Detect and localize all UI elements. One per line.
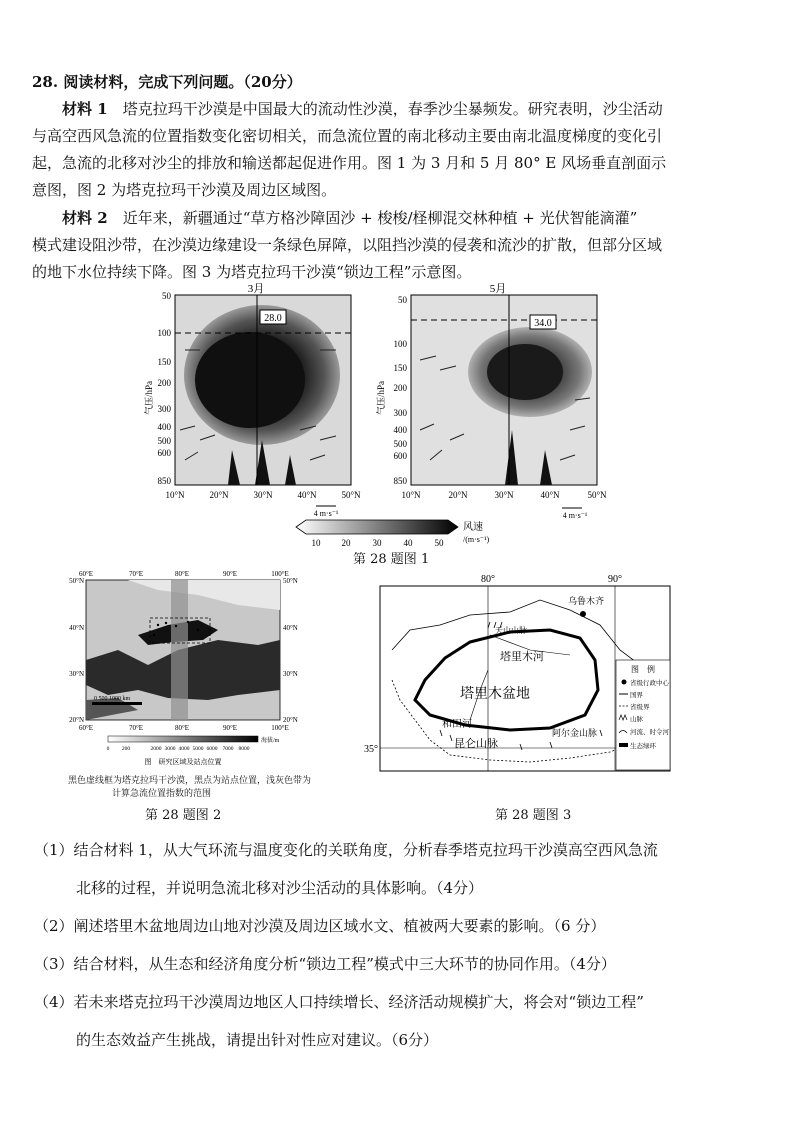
material1-line4: 意图，图 2 为塔克拉玛干沙漠及周边区域图。 [32,181,337,199]
legend-item: 国界 [630,692,643,699]
lat-tick: 40°N [283,624,298,632]
lon-tick: 70°E [128,724,144,732]
y-tick: 850 [393,476,407,486]
figure3 [364,570,680,775]
elevation-tick: 0 [106,746,110,752]
legend-item: 省级行政中心 [630,680,669,687]
y-tick: 100 [393,339,407,349]
figure2-note-line2: 计算急流位置指数的范围 [112,789,212,799]
subquestion-4-line1: （4）若未来塔克拉玛干沙漠周边地区人口持续增长、经济活动规模扩大，将会对“锁边工程” [34,993,644,1011]
subquestion-1-line2: 北移的过程，并说明急流北移对沙尘活动的具体影响。（4分） [76,879,484,897]
material1-label: 材料 1 [62,100,108,118]
colorbar-tick: 30 [372,538,382,548]
march-y-axis-label: 气压/hPa [144,380,154,416]
may-max-label: 34.0 [534,318,552,329]
y-tick: 100 [157,328,171,338]
y-tick: 150 [393,363,407,373]
y-tick: 200 [157,378,171,388]
lat-tick: 30°N [69,670,84,678]
figure2-caption: 第 28 题图 2 [145,808,222,823]
figure3-lat-tick: 35° [364,744,378,755]
elevation-tick: 7000 [222,746,234,752]
x-tick: 30°N [253,490,273,500]
x-tick: 30°N [494,490,514,500]
legend-item: 生态绿环 [630,743,656,750]
figure3-mountain-aerjin: 阿尔金山脉 [552,728,598,738]
lon-tick: 90°E [222,570,238,578]
march-y-ticks [158,291,172,486]
figure2-fig-title: 图 研究区域及站点位置 [144,758,222,766]
y-tick: 500 [157,436,171,446]
x-tick: 40°N [297,490,317,500]
march-title: 3月 [247,283,265,295]
elevation-tick: 6000 [206,746,218,752]
legend-title: 图 例 [631,665,655,674]
figure2-lon-ticks-top [79,570,289,578]
subquestion-2: （2）阐述塔里木盆地周边山地对沙漠及周边区域水文、植被两大要素的影响。（6 分） [34,917,606,935]
march-panel [143,282,361,518]
elevation-tick: 3000 [164,746,176,752]
colorbar-tick: 40 [403,538,413,548]
y-tick: 50 [162,291,171,301]
y-tick: 200 [393,383,407,393]
y-tick: 300 [157,404,171,414]
figure3-legend [616,660,670,770]
lon-tick: 80°E [174,724,190,732]
figure2-lat-ticks-left [69,577,84,724]
y-tick: 300 [393,408,407,418]
figure3-basin: 塔里木盆地 [460,687,530,702]
colorbar-unit: /(m·s⁻¹) [463,535,490,544]
colorbar-ticks [312,538,445,548]
figure3-river-hetian: 和田河 [442,719,472,730]
march-x-ticks [165,490,361,500]
lat-tick: 50°N [283,577,298,585]
y-tick: 850 [157,476,171,486]
figure2-lon-ticks-bottom [79,724,289,732]
y-tick: 600 [157,448,171,458]
material2-line1: 材料 2 近年来，新疆通过“草方格沙障固沙 + 梭梭/柽柳混交林种植 + 光伏智能滴灌” [62,209,638,227]
may-y-ticks [394,295,408,486]
figure3-mountain-tianshan: 天山山脉 [495,626,527,635]
lon-tick: 100°E [271,724,289,732]
x-tick: 20°N [209,490,229,500]
march-max-label: 28.0 [264,313,282,324]
lat-tick: 30°N [283,670,298,678]
material2-line3: 的地下水位持续下降。图 3 为塔克拉玛干沙漠“锁边工程”示意图。 [32,263,472,281]
figure3-lon-tick-80: 80° [481,574,495,585]
elevation-tick: 5000 [192,746,204,752]
figure3-caption: 第 28 题图 3 [495,808,572,823]
figure2-scale-bar: 0 500 1000 km [94,696,131,702]
legend-item: 河流、时令河 [630,729,669,736]
x-tick: 20°N [448,490,468,500]
figure1 [0,280,800,580]
subquestion-3: （3）结合材料，从生态和经济角度分析“锁边工程”模式中三大环节的协同作用。（4分） [34,955,616,973]
y-tick: 600 [393,451,407,461]
material2-label: 材料 2 [62,209,108,227]
lon-tick: 60°E [78,724,94,732]
material2-line2: 模式建设阻沙带，在沙漠边缘建设一条绿色屏障，以阻挡沙漠的侵袭和流沙的扩散，但部分区域 [32,236,663,254]
may-x-ticks [401,490,607,500]
may-panel [375,282,607,520]
material1-line1: 材料 1 塔克拉玛干沙漠是中国最大的流动性沙漠，春季沙尘暴频发。研究表明，沙尘活动 [62,100,663,118]
material1-line3: 起，急流的北移对沙尘的排放和输送都起促进作用。图 1 为 3 月和 5 月 80° E 风场垂直剖面示 [32,154,667,172]
elevation-tick: 200 [121,746,131,752]
legend-item: 省级界 [630,704,650,711]
lat-tick: 20°N [69,716,84,724]
x-tick: 40°N [540,490,560,500]
lat-tick: 40°N [69,624,84,632]
may-title: 5月 [489,283,507,295]
figure2 [58,570,308,770]
legend-item: 山脉 [630,716,643,723]
colorbar-tick: 20 [341,538,351,548]
lat-tick: 20°N [283,716,298,724]
lon-tick: 60°E [78,570,94,578]
lon-tick: 90°E [222,724,238,732]
figure3-city: 乌鲁木齐 [568,596,605,606]
figure3-lon-tick-90: 90° [608,574,622,585]
colorbar-tick: 50 [434,538,444,548]
colorbar-tick: 10 [311,538,321,548]
elevation-tick: 8000 [238,746,250,752]
x-tick: 10°N [165,490,185,500]
material1-line2: 与高空西风急流的位置指数变化密切相关，而急流位置的南北移动主要由南北温度梯度的变化引 [32,127,663,145]
subquestion-1-line1: （1）结合材料 1，从大气环流与温度变化的关联角度，分析春季塔克拉玛干沙漠高空西风急流 [34,841,658,859]
figure2-elevation-ticks [107,746,250,752]
y-tick: 500 [393,439,407,449]
colorbar-label: 风速 [463,522,483,533]
lon-tick: 70°E [128,570,144,578]
elevation-tick: 4000 [178,746,190,752]
figure3-river-tarim: 塔里木河 [500,651,544,663]
subquestion-4-line2: 的生态效益产生挑战，请提出针对性应对建议。（6分） [76,1031,439,1049]
y-tick: 50 [398,295,407,305]
march-vector-scale: 4 m·s⁻¹ [313,509,339,518]
question-header: 28. 阅读材料，完成下列问题。（20分） [32,73,302,91]
may-y-axis-label: 气压/hPa [376,380,386,416]
lat-tick: 50°N [69,577,84,585]
elevation-tick: 2000 [150,746,162,752]
x-tick: 50°N [587,490,607,500]
lon-tick: 100°E [271,570,289,578]
figure2-lat-ticks-right [283,577,298,724]
figure3-mountain-kunlun: 昆仑山脉 [454,738,498,750]
x-tick: 50°N [341,490,361,500]
y-tick: 400 [157,422,171,432]
may-vector-scale: 4 m·s⁻¹ [562,511,588,520]
lon-tick: 80°E [174,570,190,578]
figure2-note-line1: 黑色虚线框为塔克拉玛干沙漠，黑点为站点位置，浅灰色带为 [68,776,312,786]
y-tick: 400 [393,425,407,435]
colorbar [296,520,490,548]
y-tick: 150 [157,357,171,367]
x-tick: 10°N [401,490,421,500]
figure1-caption: 第 28 题图 1 [353,552,430,567]
figure2-elevation-unit: 海拔/m [261,738,280,744]
